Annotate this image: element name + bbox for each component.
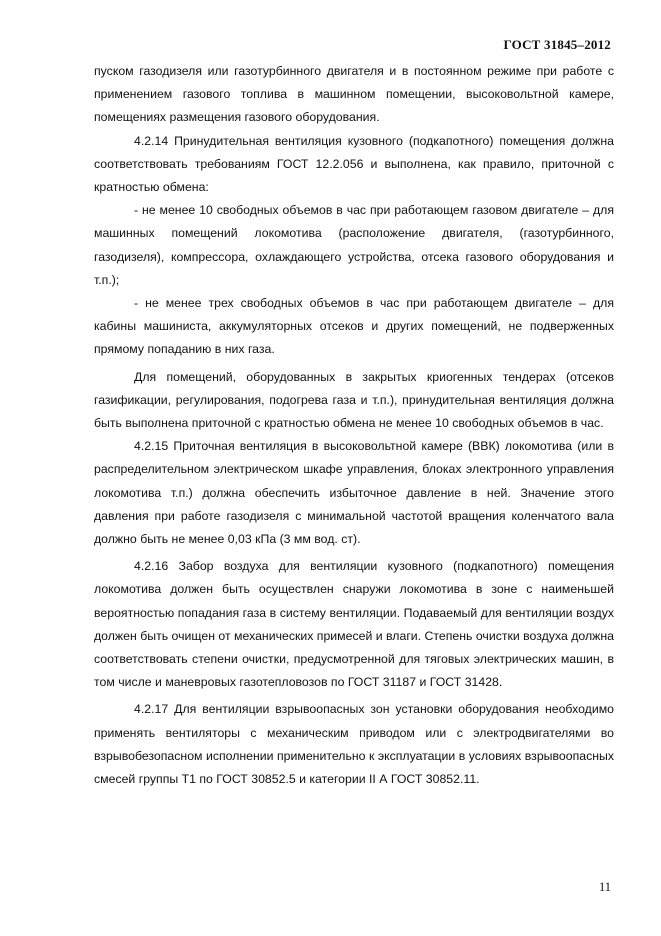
document-body — [94, 60, 614, 791]
paragraph-cryogenic-tenders: Для помещений, оборудованных в закрытых криогенных тендерах (отсеков газификации, регулирования, подогрева газа и т.п.), принудительная вентиляция должна быть выполнена приточной с кратностью обмена не менее 10 свободных объемов в час. — [94, 369, 614, 431]
document-header: ГОСТ 31845–2012 — [503, 37, 611, 52]
list-item-ventilation-10: - не менее 10 свободных объемов в час при работающем газовом двигателе – для машинных помещений локомотива (расположение двигателя, (газотурбинного, газодизеля), компрессора, охлаждающего устройства, отсека газового оборудования и т.п.); — [94, 203, 614, 287]
page-number: 11 — [598, 880, 611, 894]
list-item-ventilation-3: - не менее трех свободных объемов в час при работающем двигателе – для кабины машиниста, аккумуляторных отсеков и других помещений, не подверженных прямому попаданию в них газа. — [94, 296, 614, 357]
paragraph-4-2-16: 4.2.16 Забор воздуха для вентиляции кузовного (подкапотного) помещения локомотива должен быть осуществлен снаружи локомотива в зоне с наименьшей вероятностью попадания газа в систему вентиляции. Подаваемый для вентиляции воздух должен быть очищен от механических примесей и влаги. Степень очистки воздуха должна соответствовать степени очистки, предусмотренной для тяговых электрических машин, в том числе и маневровых газотепловозов по ГОСТ 31187 и ГОСТ 31428. — [94, 559, 614, 690]
paragraph-4-2-14: 4.2.14 Принудительная вентиляция кузовного (подкапотного) помещения должна соответствовать требованиям ГОСТ 12.2.056 и выполнена, как правило, приточной с кратностью обмена: — [94, 133, 614, 195]
paragraph-continuation: пуском газодизеля или газотурбинного двигателя и в постоянном режиме при работе с применением газового топлива в машинном помещении, высоковольтной камере, помещениях размещения газового оборудования. — [94, 64, 614, 125]
paragraph-4-2-17: 4.2.17 Для вентиляции взрывоопасных зон установки оборудования необходимо применять вентиляторы с механическим приводом или с электродвигателями во взрывобезопасном исполнении применительно к эксплуатации в условиях взрывоопасных смесей группы Т1 по ГОСТ 30852.5 и категории II А ГОСТ 30852.11. — [94, 702, 614, 787]
paragraph-4-2-15: 4.2.15 Приточная вентиляция в высоковольтной камере (ВВК) локомотива (или в распределительном электрическом шкафе управления, блоках электронного управления локомотива т.п.) должна обеспечить избыточное давление в ней. Значение этого давления при работе газодизеля с минимальной частотой вращения коленчатого вала должно быть не менее 0,03 кПа (3 мм вод. ст). — [94, 439, 614, 547]
